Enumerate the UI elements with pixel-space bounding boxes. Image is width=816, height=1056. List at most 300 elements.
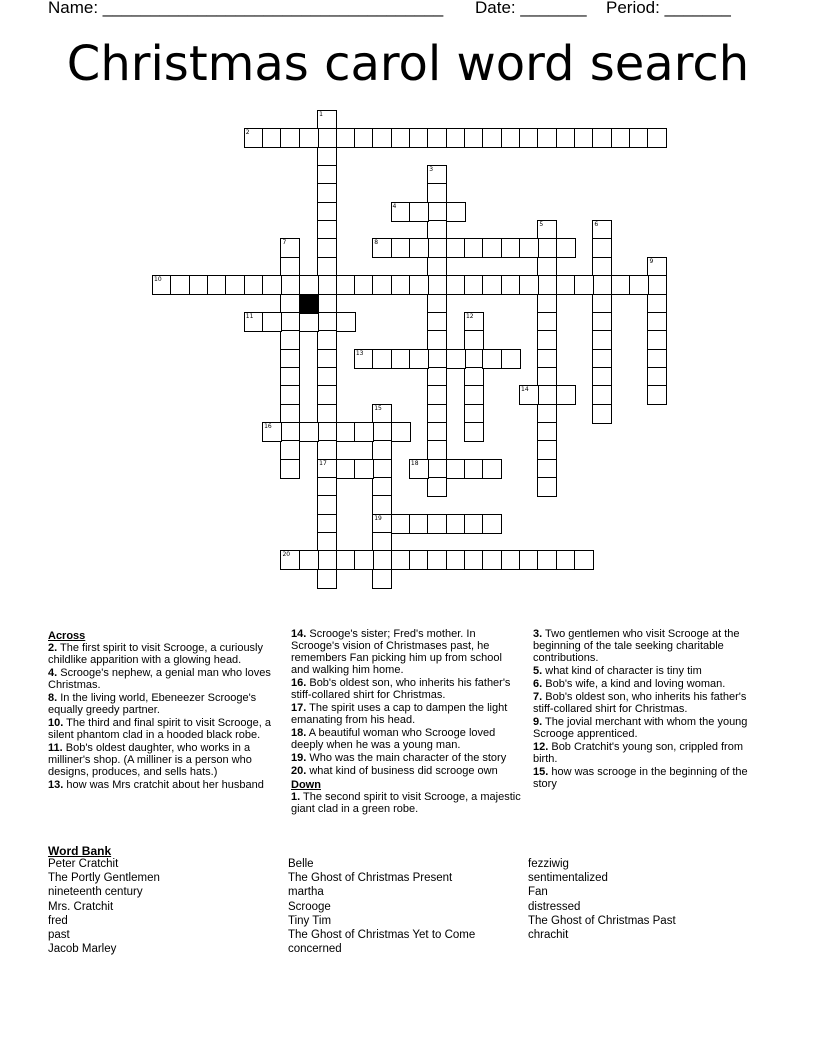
grid-cell[interactable] bbox=[464, 275, 484, 295]
grid-cell[interactable] bbox=[354, 422, 374, 442]
word-bank-item: martha bbox=[288, 886, 324, 899]
grid-cell[interactable] bbox=[409, 128, 429, 148]
grid-cell[interactable] bbox=[280, 275, 300, 295]
grid-cell[interactable] bbox=[556, 385, 576, 405]
grid-cell[interactable] bbox=[611, 128, 631, 148]
grid-cell[interactable] bbox=[409, 202, 429, 222]
grid-cell[interactable] bbox=[225, 275, 245, 295]
across-clue bbox=[291, 628, 523, 676]
grid-cell[interactable] bbox=[537, 330, 557, 350]
grid-cell[interactable] bbox=[372, 550, 392, 570]
grid-cell[interactable] bbox=[317, 330, 337, 350]
clue-number: 9 bbox=[649, 257, 654, 265]
grid-cell[interactable] bbox=[280, 349, 300, 369]
grid-cell[interactable] bbox=[446, 349, 466, 369]
word-bank-item: fezziwig bbox=[528, 858, 569, 870]
grid-cell[interactable] bbox=[372, 128, 392, 148]
grid-cell[interactable] bbox=[537, 238, 557, 258]
clue-number-label: 7. bbox=[533, 691, 543, 703]
clue-text: what kind of business did scrooge own bbox=[306, 765, 498, 777]
date-field[interactable]: Date: _______ bbox=[475, 0, 587, 17]
grid-cell[interactable] bbox=[391, 550, 411, 570]
grid-cell[interactable] bbox=[280, 257, 300, 277]
grid-cell[interactable] bbox=[592, 257, 612, 277]
grid-cell[interactable] bbox=[372, 569, 392, 589]
grid-cell[interactable] bbox=[317, 385, 337, 405]
grid-cell[interactable] bbox=[537, 220, 557, 240]
grid-cell[interactable] bbox=[446, 550, 466, 570]
grid-cell[interactable] bbox=[592, 312, 612, 332]
word-bank-heading: Word Bank bbox=[48, 844, 112, 858]
clue-text: Bob's oldest son, who inherits his father's stiff-collared shirt for Christmas. bbox=[533, 691, 747, 715]
grid-cell[interactable] bbox=[336, 550, 356, 570]
down-clue bbox=[533, 741, 765, 765]
grid-cell[interactable] bbox=[537, 367, 557, 387]
grid-cell[interactable] bbox=[299, 128, 319, 148]
grid-cell[interactable] bbox=[427, 238, 447, 258]
grid-cell[interactable] bbox=[537, 422, 557, 442]
clue-text: Scrooge's nephew, a genial man who loves Christmas. bbox=[48, 667, 271, 691]
grid-cell[interactable] bbox=[464, 514, 484, 534]
clue-number: 14 bbox=[521, 386, 529, 394]
grid-cell[interactable] bbox=[427, 330, 447, 350]
grid-cell[interactable] bbox=[427, 422, 447, 442]
grid-cell[interactable] bbox=[427, 294, 447, 314]
grid-cell[interactable] bbox=[280, 238, 300, 258]
grid-cell[interactable] bbox=[464, 404, 484, 424]
clue-text: The first spirit to visit Scrooge, a curiously childlike apparition with a glowing head. bbox=[48, 642, 264, 666]
grid-cell[interactable] bbox=[427, 257, 447, 277]
grid-cell[interactable] bbox=[592, 385, 612, 405]
grid-cell[interactable] bbox=[299, 422, 319, 442]
clue-column-1 bbox=[48, 628, 280, 792]
grid-cell[interactable] bbox=[244, 128, 264, 148]
grid-cell[interactable] bbox=[317, 220, 337, 240]
grid-cell[interactable] bbox=[464, 459, 484, 479]
word-bank-item: The Ghost of Christmas Past bbox=[528, 914, 676, 927]
grid-cell[interactable] bbox=[464, 367, 484, 387]
clue-number: 12 bbox=[465, 312, 474, 320]
grid-cell[interactable] bbox=[537, 385, 557, 405]
grid-cell[interactable] bbox=[464, 238, 484, 258]
grid-cell[interactable] bbox=[409, 349, 429, 369]
grid-cell[interactable] bbox=[427, 440, 447, 460]
clue-column-3 bbox=[533, 628, 765, 791]
word-bank-item: Tiny Tim bbox=[288, 914, 332, 927]
grid-cell[interactable] bbox=[482, 275, 502, 295]
down-clue bbox=[533, 716, 765, 740]
grid-cell[interactable] bbox=[574, 128, 594, 148]
down-clue bbox=[533, 665, 765, 677]
grid-cell[interactable] bbox=[427, 367, 447, 387]
grid-cell[interactable] bbox=[336, 128, 356, 148]
grid-cell[interactable] bbox=[299, 275, 319, 295]
clue-number-label: 8. bbox=[48, 692, 58, 704]
grid-cell[interactable] bbox=[391, 202, 411, 222]
clue-number-label: 5. bbox=[533, 665, 543, 677]
grid-cell[interactable] bbox=[537, 275, 557, 295]
grid-cell[interactable] bbox=[317, 165, 337, 185]
word-bank-column-1 bbox=[48, 857, 160, 956]
clue-number-label: 3. bbox=[533, 628, 543, 640]
grid-cell[interactable] bbox=[427, 165, 447, 185]
down-clue bbox=[533, 678, 765, 690]
grid-cell[interactable] bbox=[519, 128, 539, 148]
clue-number: 4 bbox=[392, 202, 397, 210]
grid-cell[interactable] bbox=[317, 514, 337, 534]
grid-cell[interactable] bbox=[280, 367, 300, 387]
clue-number: 6 bbox=[594, 221, 599, 229]
grid-cell[interactable] bbox=[317, 532, 337, 552]
clue-text: what kind of character is tiny tim bbox=[542, 665, 702, 677]
across-clue bbox=[48, 717, 280, 741]
grid-cell[interactable] bbox=[592, 238, 612, 258]
grid-cell[interactable] bbox=[446, 238, 466, 258]
grid-cell[interactable] bbox=[501, 238, 521, 258]
grid-cell[interactable] bbox=[372, 275, 392, 295]
grid-cell[interactable] bbox=[354, 128, 374, 148]
grid-cell[interactable] bbox=[647, 257, 667, 277]
across-clue bbox=[291, 765, 523, 777]
clue-number: 20 bbox=[282, 551, 291, 559]
grid-cell[interactable] bbox=[537, 459, 557, 479]
grid-cell[interactable] bbox=[427, 220, 447, 240]
grid-cell[interactable] bbox=[629, 275, 649, 295]
down-clue bbox=[533, 766, 765, 790]
grid-cell[interactable] bbox=[354, 459, 374, 479]
grid-cell[interactable] bbox=[280, 385, 300, 405]
grid-cell[interactable] bbox=[280, 459, 300, 479]
grid-cell[interactable] bbox=[189, 275, 209, 295]
grid-cell[interactable] bbox=[317, 422, 337, 442]
clue-number-label: 12. bbox=[533, 741, 549, 753]
grid-cell[interactable] bbox=[317, 477, 337, 497]
word-bank-item: sentimentalized bbox=[528, 872, 608, 885]
grid-cell[interactable] bbox=[317, 257, 337, 277]
grid-cell[interactable] bbox=[372, 477, 392, 497]
grid-cell[interactable] bbox=[556, 275, 576, 295]
grid-cell[interactable] bbox=[464, 349, 484, 369]
clue-number-label: 14. bbox=[291, 628, 307, 640]
grid-cell[interactable] bbox=[299, 550, 319, 570]
clue-number-label: 13. bbox=[48, 779, 64, 791]
grid-cell[interactable] bbox=[464, 330, 484, 350]
grid-cell[interactable] bbox=[482, 550, 502, 570]
grid-cell[interactable] bbox=[317, 294, 337, 314]
grid-cell[interactable] bbox=[262, 312, 282, 332]
grid-cell[interactable] bbox=[427, 312, 447, 332]
clue-number: 5 bbox=[539, 221, 544, 229]
word-bank-item: fred bbox=[48, 914, 68, 927]
grid-cell[interactable] bbox=[647, 367, 667, 387]
clue-number: 3 bbox=[429, 166, 434, 174]
across-clue bbox=[48, 667, 280, 691]
grid-cell[interactable] bbox=[317, 275, 337, 295]
grid-cell[interactable] bbox=[464, 128, 484, 148]
grid-cell[interactable] bbox=[519, 550, 539, 570]
grid-cell[interactable] bbox=[482, 514, 502, 534]
across-clue bbox=[48, 779, 280, 791]
grid-cell[interactable] bbox=[537, 312, 557, 332]
grid-cell[interactable] bbox=[280, 294, 300, 314]
grid-cell[interactable] bbox=[592, 349, 612, 369]
clue-number: 10 bbox=[154, 276, 162, 284]
clue-number-label: 11. bbox=[48, 742, 63, 754]
across-heading: Across bbox=[48, 630, 86, 642]
grid-cell[interactable] bbox=[647, 349, 667, 369]
grid-cell[interactable] bbox=[556, 128, 576, 148]
clue-text: Two gentlemen who visit Scrooge at the beginning of the tale seeking charitable contributions. bbox=[533, 628, 740, 664]
grid-cell[interactable] bbox=[372, 440, 392, 460]
clue-text: Scrooge's sister; Fred's mother. In Scrooge's vision of Christmases past, he remembers Fan picking him up from school and walking him home. bbox=[291, 628, 502, 676]
grid-cell[interactable] bbox=[280, 550, 300, 570]
grid-cell[interactable] bbox=[317, 404, 337, 424]
grid-cell[interactable] bbox=[317, 569, 337, 589]
grid-cell[interactable] bbox=[427, 349, 447, 369]
grid-cell[interactable] bbox=[519, 275, 539, 295]
grid-cell[interactable] bbox=[592, 367, 612, 387]
clue-number-label: 10. bbox=[48, 717, 64, 729]
clue-number: 2 bbox=[245, 129, 250, 137]
grid-cell[interactable] bbox=[537, 404, 557, 424]
grid-cell[interactable] bbox=[317, 459, 337, 479]
clue-text: Who was the main character of the story bbox=[306, 752, 507, 764]
grid-cell[interactable] bbox=[372, 532, 392, 552]
grid-cell[interactable] bbox=[482, 459, 502, 479]
grid-cell[interactable] bbox=[317, 367, 337, 387]
grid-cell[interactable] bbox=[629, 128, 649, 148]
grid-cell[interactable] bbox=[501, 275, 521, 295]
grid-cell[interactable] bbox=[647, 330, 667, 350]
grid-cell[interactable] bbox=[409, 238, 429, 258]
grid-cell[interactable] bbox=[537, 128, 557, 148]
grid-cell[interactable] bbox=[427, 477, 447, 497]
grid-cell[interactable] bbox=[336, 422, 356, 442]
grid-cell[interactable] bbox=[317, 202, 337, 222]
grid-cell[interactable] bbox=[280, 312, 300, 332]
grid-cell[interactable] bbox=[537, 440, 557, 460]
grid-cell[interactable] bbox=[446, 514, 466, 534]
grid-cell[interactable] bbox=[446, 202, 466, 222]
grid-cell[interactable] bbox=[537, 477, 557, 497]
grid-cell[interactable] bbox=[611, 275, 631, 295]
grid-cell[interactable] bbox=[336, 275, 356, 295]
clue-number-label: 9. bbox=[533, 716, 543, 728]
grid-cell[interactable] bbox=[280, 440, 300, 460]
word-bank-item: Belle bbox=[288, 858, 314, 870]
grid-cell[interactable] bbox=[409, 459, 429, 479]
grid-cell[interactable] bbox=[280, 128, 300, 148]
down-clue bbox=[291, 791, 523, 815]
grid-cell[interactable] bbox=[574, 275, 594, 295]
grid-cell[interactable] bbox=[427, 550, 447, 570]
grid-cell[interactable] bbox=[391, 349, 411, 369]
grid-cell[interactable] bbox=[354, 550, 374, 570]
grid-cell[interactable] bbox=[592, 220, 612, 240]
clue-text: The second spirit to visit Scrooge, a majestic giant clad in a green robe. bbox=[291, 791, 521, 815]
grid-cell[interactable] bbox=[372, 495, 392, 515]
grid-cell[interactable] bbox=[482, 128, 502, 148]
grid-cell[interactable] bbox=[207, 275, 227, 295]
grid-cell[interactable] bbox=[280, 422, 300, 442]
grid-cell[interactable] bbox=[446, 459, 466, 479]
grid-cell[interactable] bbox=[372, 422, 392, 442]
grid-cell[interactable] bbox=[592, 275, 612, 295]
grid-cell[interactable] bbox=[391, 275, 411, 295]
grid-cell[interactable] bbox=[317, 349, 337, 369]
clue-number-label: 16. bbox=[291, 677, 307, 689]
clue-text: The jovial merchant with whom the young Scrooge apprenticed. bbox=[533, 716, 748, 740]
grid-cell[interactable] bbox=[280, 404, 300, 424]
grid-cell[interactable] bbox=[446, 128, 466, 148]
grid-cell[interactable] bbox=[446, 275, 466, 295]
grid-cell[interactable] bbox=[592, 330, 612, 350]
grid-cell[interactable] bbox=[262, 422, 282, 442]
grid-cell[interactable] bbox=[592, 128, 612, 148]
grid-cell[interactable] bbox=[464, 312, 484, 332]
grid-cell[interactable] bbox=[391, 128, 411, 148]
grid-cell[interactable] bbox=[501, 128, 521, 148]
grid-cell[interactable] bbox=[556, 550, 576, 570]
grid-cell[interactable] bbox=[336, 312, 356, 332]
grid-cell[interactable] bbox=[427, 202, 447, 222]
grid-cell[interactable] bbox=[317, 440, 337, 460]
clue-number-label: 17. bbox=[291, 702, 307, 714]
word-bank-item: Peter Cratchit bbox=[48, 858, 119, 870]
clue-number-label: 20. bbox=[291, 765, 307, 777]
across-clue bbox=[291, 677, 523, 701]
clue-number-label: 19. bbox=[291, 752, 307, 764]
grid-cell[interactable] bbox=[647, 312, 667, 332]
grid-cell[interactable] bbox=[317, 147, 337, 167]
clue-text: how was scrooge in the beginning of the story bbox=[533, 766, 748, 790]
grid-cell[interactable] bbox=[317, 183, 337, 203]
across-clue bbox=[291, 702, 523, 726]
grid-cell[interactable] bbox=[336, 459, 356, 479]
grid-cell[interactable] bbox=[372, 404, 392, 424]
clue-number: 18 bbox=[410, 459, 419, 467]
grid-cell[interactable] bbox=[317, 312, 337, 332]
clue-text: Bob Cratchit's young son, crippled from birth. bbox=[533, 741, 743, 765]
grid-cell[interactable] bbox=[409, 514, 429, 534]
grid-cell[interactable] bbox=[354, 275, 374, 295]
down-clue bbox=[533, 691, 765, 715]
clue-number-label: 6. bbox=[533, 678, 543, 690]
word-bank-item: concerned bbox=[288, 943, 342, 956]
grid-cell[interactable] bbox=[574, 550, 594, 570]
grid-cell[interactable] bbox=[152, 275, 172, 295]
grid-cell[interactable] bbox=[372, 238, 392, 258]
grid-cell[interactable] bbox=[262, 128, 282, 148]
grid-cell[interactable] bbox=[519, 385, 539, 405]
grid-cell[interactable] bbox=[427, 183, 447, 203]
grid-cell[interactable] bbox=[372, 514, 392, 534]
grid-cell[interactable] bbox=[170, 275, 190, 295]
grid-cell[interactable] bbox=[501, 349, 521, 369]
grid-cell[interactable] bbox=[537, 294, 557, 314]
clue-text: Bob's oldest son, who inherits his father's stiff-collared shirt for Christmas. bbox=[291, 677, 511, 701]
across-clues-a bbox=[48, 642, 280, 791]
grid-cell[interactable] bbox=[427, 128, 447, 148]
grid-cell[interactable] bbox=[317, 110, 337, 130]
grid-cell[interactable] bbox=[262, 275, 282, 295]
across-clue bbox=[48, 642, 280, 666]
period-field[interactable]: Period: _______ bbox=[606, 0, 731, 17]
name-field[interactable]: Name: ____________________________________ bbox=[48, 0, 444, 17]
word-bank-column-2 bbox=[288, 857, 475, 956]
word-bank-item: distressed bbox=[528, 900, 581, 913]
grid-cell[interactable] bbox=[537, 550, 557, 570]
grid-cell[interactable] bbox=[501, 550, 521, 570]
word-bank-item: Scrooge bbox=[288, 900, 331, 913]
grid-cell[interactable] bbox=[372, 459, 392, 479]
grid-cell[interactable] bbox=[317, 128, 337, 148]
word-bank-item: past bbox=[48, 929, 70, 942]
grid-cell[interactable] bbox=[592, 404, 612, 424]
grid-cell[interactable] bbox=[464, 550, 484, 570]
clue-number: 19 bbox=[374, 514, 382, 522]
grid-cell[interactable] bbox=[427, 514, 447, 534]
grid-cell[interactable] bbox=[427, 404, 447, 424]
grid-cell[interactable] bbox=[519, 238, 539, 258]
clue-text: Bob's oldest daughter, who works in a milliner's shop. (A milliner is a person who designs, produces, and sells hats.) bbox=[48, 742, 252, 778]
page-title: Christmas carol word search bbox=[66, 36, 750, 92]
clue-number-label: 18. bbox=[291, 727, 307, 739]
clue-text: In the living world, Ebeneezer Scrooge's equally greedy partner. bbox=[48, 692, 257, 716]
grid-cell[interactable] bbox=[556, 238, 576, 258]
down-clues-b bbox=[533, 628, 765, 790]
grid-cell[interactable] bbox=[592, 294, 612, 314]
clue-number: 15 bbox=[374, 404, 382, 412]
grid-cell[interactable] bbox=[299, 312, 319, 332]
grid-cell[interactable] bbox=[391, 422, 411, 442]
grid-cell[interactable] bbox=[647, 294, 667, 314]
grid-cell[interactable] bbox=[427, 275, 447, 295]
grid-cell[interactable] bbox=[372, 349, 392, 369]
clue-number: 13 bbox=[355, 349, 364, 357]
grid-cell[interactable] bbox=[482, 349, 502, 369]
word-bank-item: Jacob Marley bbox=[48, 943, 117, 956]
clue-number: 17 bbox=[319, 459, 327, 467]
grid-cell[interactable] bbox=[317, 495, 337, 515]
grid-cell[interactable] bbox=[537, 257, 557, 277]
grid-cell[interactable] bbox=[482, 238, 502, 258]
down-clues-a bbox=[291, 791, 523, 815]
grid-cell[interactable] bbox=[409, 550, 429, 570]
grid-cell[interactable] bbox=[464, 422, 484, 442]
grid-cell[interactable] bbox=[354, 349, 374, 369]
grid-cell[interactable] bbox=[409, 275, 429, 295]
grid-cell[interactable] bbox=[391, 514, 411, 534]
word-bank-item: chrachit bbox=[528, 929, 569, 942]
grid-cell[interactable] bbox=[427, 459, 447, 479]
grid-cell[interactable] bbox=[317, 238, 337, 258]
clue-number-label: 2. bbox=[48, 642, 58, 654]
grid-cell[interactable] bbox=[647, 385, 667, 405]
grid-cell[interactable] bbox=[244, 275, 264, 295]
grid-cell[interactable] bbox=[317, 550, 337, 570]
across-clues-b bbox=[291, 628, 523, 777]
grid-cell[interactable] bbox=[391, 238, 411, 258]
grid-cell[interactable] bbox=[647, 128, 667, 148]
grid-cell[interactable] bbox=[464, 385, 484, 405]
word-bank-item: nineteenth century bbox=[48, 886, 143, 899]
grid-cell[interactable] bbox=[647, 275, 667, 295]
grid-cell[interactable] bbox=[244, 312, 264, 332]
grid-cell[interactable] bbox=[537, 349, 557, 369]
grid-cell[interactable] bbox=[427, 385, 447, 405]
grid-cell[interactable] bbox=[280, 330, 300, 350]
